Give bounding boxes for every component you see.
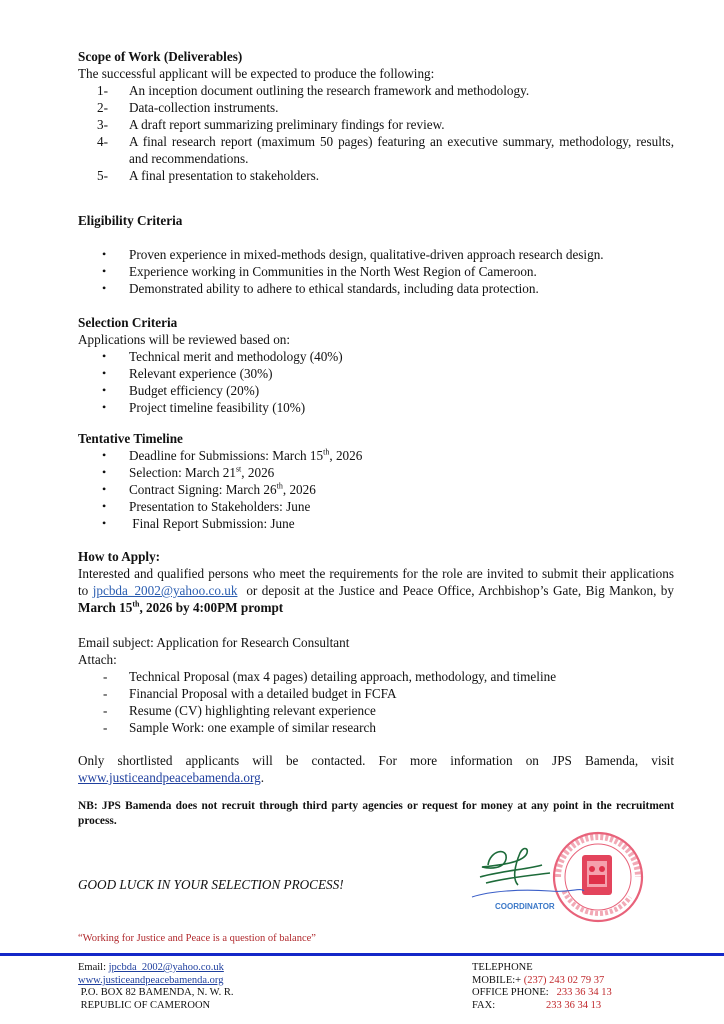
item-number: 2- xyxy=(97,100,108,115)
fax-number: 233 36 34 13 xyxy=(546,999,602,1011)
eligibility-section xyxy=(78,212,674,297)
deadline-text: March 15 xyxy=(78,600,133,615)
contact-end: . xyxy=(260,770,265,785)
deadline-text: , 2026 by 4:00PM prompt xyxy=(139,600,284,615)
attach-label: Attach: xyxy=(78,652,117,667)
timeline-heading: Tentative Timeline xyxy=(78,431,183,446)
signature-icon xyxy=(472,849,584,911)
item-year: , 2026 xyxy=(329,448,363,463)
coordinator-label: COORDINATOR xyxy=(495,902,555,911)
item-text: Presentation to Stakeholders: June xyxy=(129,499,311,514)
eligibility-item xyxy=(78,263,674,280)
eligibility-item xyxy=(78,280,674,297)
item-year: , 2026 xyxy=(282,482,316,497)
signature-stamp xyxy=(460,825,650,930)
item-text: Sample Work: one example of similar research xyxy=(129,720,376,735)
item-text: Financial Proposal with a detailed budget in FCFA xyxy=(129,686,397,701)
bullet-icon: • xyxy=(102,366,107,380)
email-subject: Email subject: Application for Research Consultant xyxy=(78,635,350,650)
bullet-icon: • xyxy=(102,247,107,261)
item-text: Resume (CV) highlighting relevant experience xyxy=(129,703,376,718)
item-text: Contract Signing: March 26 xyxy=(129,482,277,497)
bullet-icon: • xyxy=(102,349,107,363)
eligibility-heading: Eligibility Criteria xyxy=(78,213,183,228)
scope-section xyxy=(78,48,674,184)
dash-icon: - xyxy=(103,703,108,718)
footer-pobox: P.O. BOX 82 BAMENDA, N. W. R. xyxy=(78,987,234,999)
bullet-icon: • xyxy=(102,482,107,496)
item-text: A draft report summarizing preliminary findings for review. xyxy=(129,117,445,132)
selection-heading: Selection Criteria xyxy=(78,315,178,330)
scope-item xyxy=(78,167,674,184)
scope-item xyxy=(78,82,674,99)
website-link[interactable]: www.justiceandpeacebamenda.org xyxy=(78,770,261,785)
scope-item xyxy=(78,133,674,167)
item-text: Technical Proposal (max 4 pages) detailing approach, methodology, and timeline xyxy=(129,669,557,684)
item-text: Experience working in Communities in the North West Region of Cameroon. xyxy=(129,264,537,279)
footer-fax xyxy=(472,1000,612,1013)
item-number: 5- xyxy=(97,168,108,183)
attach-section xyxy=(78,634,674,736)
item-text: A final presentation to stakeholders. xyxy=(129,168,320,183)
attach-item xyxy=(78,702,674,719)
item-text: Technical merit and methodology (40%) xyxy=(129,349,343,364)
fax-label: FAX: xyxy=(472,999,496,1011)
item-text: Project timeline feasibility (10%) xyxy=(129,400,306,415)
contact-text: Only shortlisted applicants will be contacted. For more information on JPS Bamenda, visit xyxy=(78,753,674,768)
bullet-icon: • xyxy=(102,516,107,530)
timeline-item xyxy=(78,464,674,481)
timeline-item xyxy=(78,481,674,498)
timeline-section xyxy=(78,430,674,532)
email-label: Email: xyxy=(78,962,109,973)
good-luck-text: GOOD LUCK IN YOUR SELECTION PROCESS! xyxy=(78,877,344,892)
selection-section xyxy=(78,314,674,416)
dash-icon: - xyxy=(103,669,108,684)
footer-office xyxy=(472,987,612,1000)
footer-divider xyxy=(0,953,724,956)
item-number: 4- xyxy=(97,134,108,149)
item-text: An inception document outlining the research framework and methodology. xyxy=(129,83,530,98)
attach-item xyxy=(78,719,674,736)
item-text: Demonstrated ability to adhere to ethical standards, including data protection. xyxy=(129,281,539,296)
apply-email-link[interactable]: jpcbda_2002@yahoo.co.uk xyxy=(92,583,238,598)
dash-icon: - xyxy=(103,720,108,735)
item-text: Final Report Submission: June xyxy=(129,516,295,531)
timeline-item xyxy=(78,447,674,464)
mobile-number: (237) 243 02 79 37 xyxy=(523,974,605,986)
apply-section xyxy=(78,548,678,616)
selection-item xyxy=(78,348,674,365)
bullet-icon: • xyxy=(102,281,107,295)
apply-paragraph xyxy=(78,565,678,616)
timeline-item xyxy=(78,515,674,532)
contact-note xyxy=(78,752,674,786)
ordinal-suffix: th xyxy=(276,481,283,491)
timeline-item xyxy=(78,498,674,515)
apply-text: or deposit at the Justice and Peace Office, Archbishop’s Gate, Big Mankon, by xyxy=(237,583,678,598)
item-text: Deadline for Submissions: March 15 xyxy=(129,448,324,463)
ordinal-suffix: st xyxy=(235,464,242,474)
selection-item xyxy=(78,399,674,416)
item-number: 1- xyxy=(97,83,108,98)
footer-mobile xyxy=(472,975,612,988)
item-year: , 2026 xyxy=(241,465,275,480)
bullet-icon: • xyxy=(102,383,107,397)
apply-heading: How to Apply: xyxy=(78,549,161,564)
bullet-icon: • xyxy=(102,400,107,414)
item-number: 3- xyxy=(97,117,108,132)
nb-notice: NB: JPS Bamenda does not recruit through third party agencies or request for money at any point in the recruitment process. xyxy=(78,800,674,827)
scope-intro: The successful applicant will be expected to produce the following: xyxy=(78,66,435,81)
eligibility-item xyxy=(78,246,674,263)
footer-website-link[interactable]: www.justiceandpeacebamenda.org xyxy=(78,974,224,986)
bullet-icon: • xyxy=(102,448,107,462)
item-text: Budget efficiency (20%) xyxy=(129,383,260,398)
scope-heading: Scope of Work (Deliverables) xyxy=(78,49,243,64)
scope-item xyxy=(78,116,674,133)
office-number: 233 36 34 13 xyxy=(556,987,612,999)
selection-item xyxy=(78,382,674,399)
item-text: Data-collection instruments. xyxy=(129,100,279,115)
ordinal-suffix: th xyxy=(323,447,330,457)
item-text: A final research report (maximum 50 pages) featuring an executive summary, methodology, results, and recommendations. xyxy=(129,134,674,166)
item-text: Proven experience in mixed-methods design, qualitative-driven approach research design. xyxy=(129,247,604,262)
apply-deadline xyxy=(78,600,283,615)
bullet-icon: • xyxy=(102,465,107,479)
scope-item xyxy=(78,99,674,116)
selection-item xyxy=(78,365,674,382)
bullet-icon: • xyxy=(102,264,107,278)
footer-country: REPUBLIC OF CAMEROON xyxy=(78,999,211,1011)
mobile-label: MOBILE:+ xyxy=(472,974,524,986)
item-text: Selection: March 21 xyxy=(129,465,236,480)
attach-item xyxy=(78,668,674,685)
attach-item xyxy=(78,685,674,702)
ordinal-suffix: th xyxy=(132,599,140,609)
bullet-icon: • xyxy=(102,499,107,513)
footer-motto: “Working for Justice and Peace is a question of balance” xyxy=(78,933,316,944)
footer-email-link[interactable]: jpcbda_2002@yahoo.co.uk xyxy=(108,962,224,973)
footer-phones xyxy=(472,962,612,1012)
dash-icon: - xyxy=(103,686,108,701)
apply-text: Interested and qualified persons who meet the requirements for the role are invited to submit their applications to xyxy=(78,566,678,598)
office-label: OFFICE PHONE: xyxy=(472,987,557,999)
selection-intro: Applications will be reviewed based on: xyxy=(78,332,291,347)
footer-email-line xyxy=(78,962,233,975)
footer-telephone-label: TELEPHONE xyxy=(472,962,533,973)
footer-address xyxy=(78,962,233,1012)
item-text: Relevant experience (30%) xyxy=(129,366,273,381)
stamp-icon xyxy=(554,833,642,921)
